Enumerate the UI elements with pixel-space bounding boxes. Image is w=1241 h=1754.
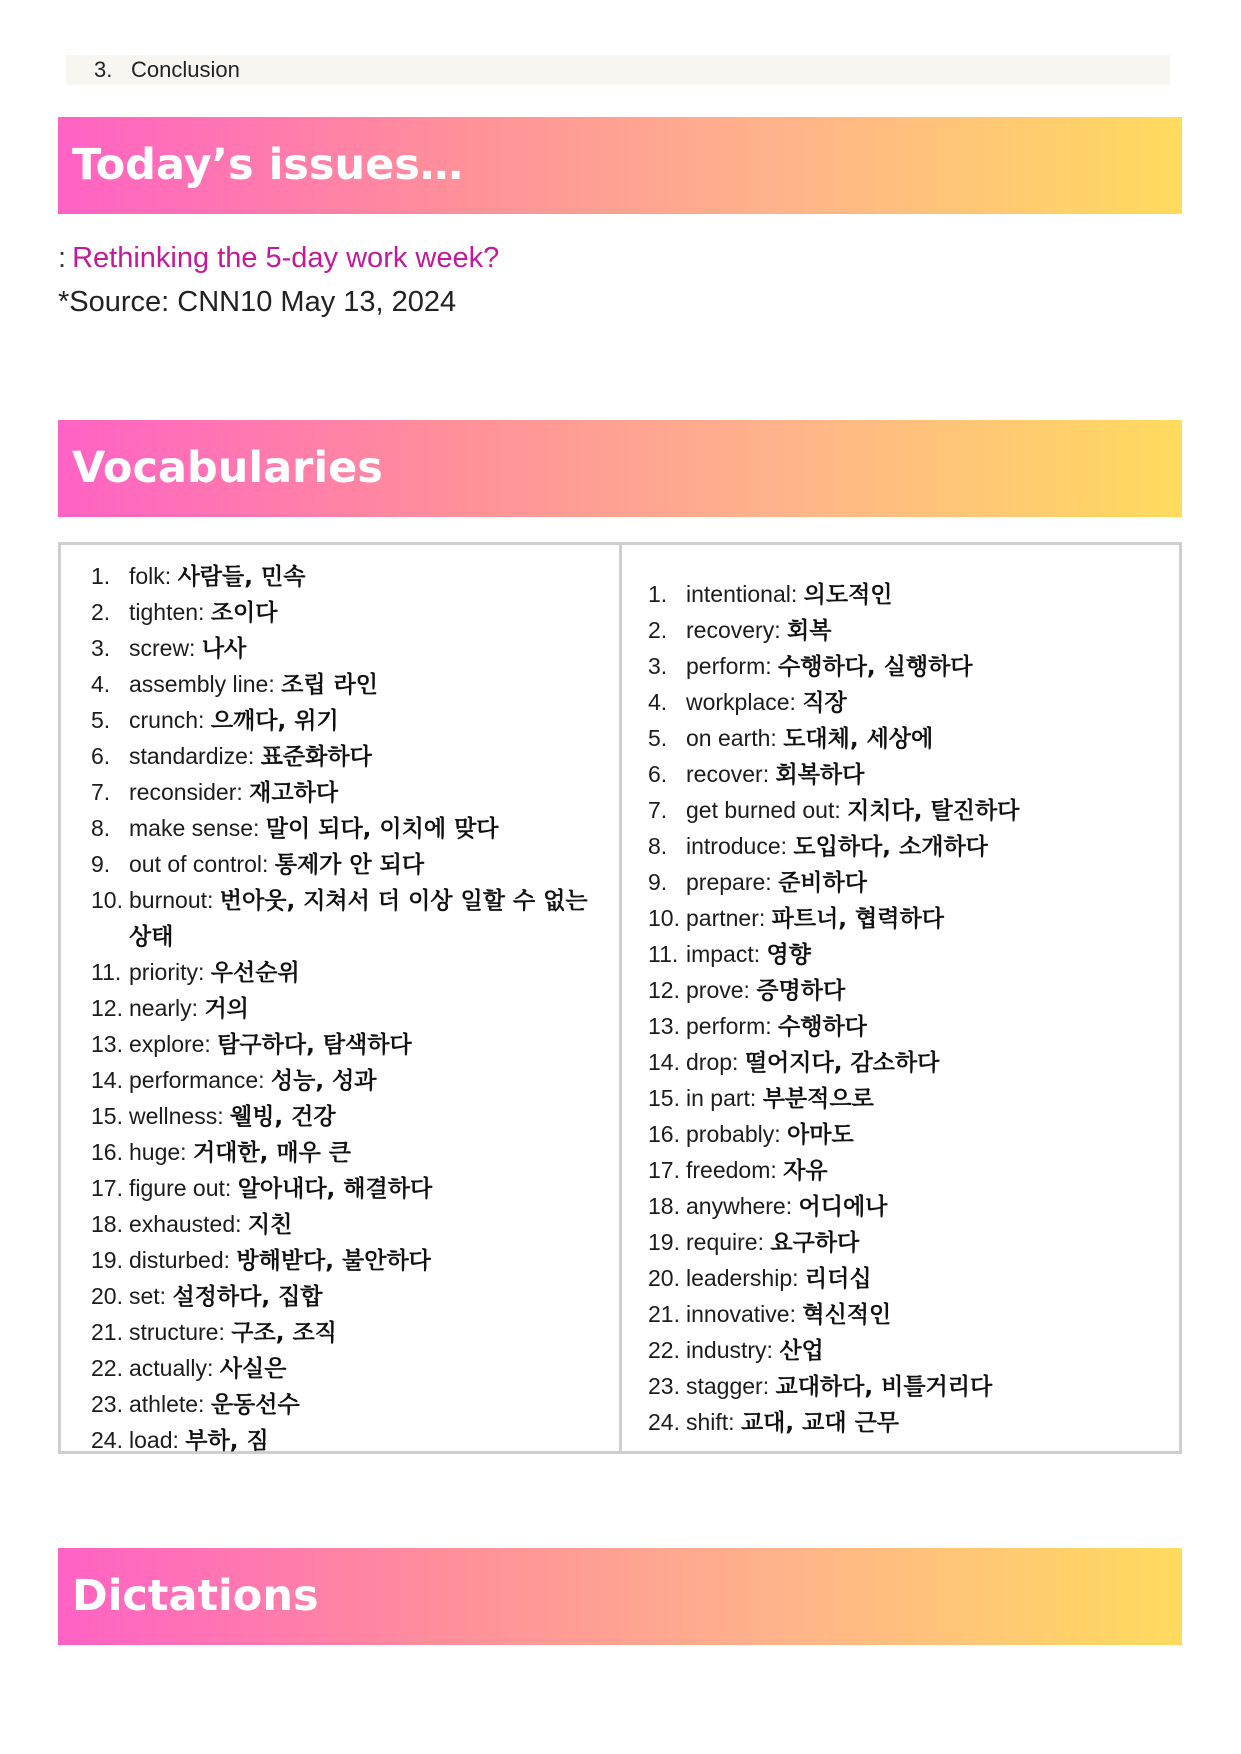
vocabulary-item: [91, 1279, 601, 1315]
vocabulary-word: reconsider:: [129, 779, 243, 805]
vocabulary-item: [648, 721, 1158, 757]
vocabulary-number: 24.: [91, 1427, 123, 1453]
section-heading-dictations: Dictations: [58, 1548, 1182, 1645]
vocabulary-item: [91, 1027, 601, 1063]
vocabulary-word: intentional:: [686, 581, 798, 607]
vocabulary-number: 20.: [648, 1265, 680, 1291]
vocabulary-table: [58, 542, 1182, 1454]
vocabulary-word: nearly:: [129, 995, 199, 1021]
section-heading-vocabularies: Vocabularies: [58, 420, 1182, 517]
vocabulary-meaning: 운동선수: [210, 1392, 300, 1418]
vocabulary-number: 19.: [91, 1247, 123, 1273]
vocabulary-number: 23.: [91, 1391, 123, 1417]
vocabulary-meaning: 방해받다, 불안하다: [236, 1248, 431, 1274]
vocabulary-meaning: 조립 라인: [281, 672, 379, 698]
vocabulary-number: 7.: [91, 779, 111, 805]
vocabulary-word: tighten:: [129, 599, 205, 625]
vocabulary-word: explore:: [129, 1031, 211, 1057]
vocabulary-meaning: 말이 되다, 이치에 맞다: [265, 816, 499, 842]
vocabulary-item: [648, 1189, 1158, 1225]
vocabulary-word: folk:: [129, 563, 172, 589]
vocabulary-meaning: 떨어지다, 감소하다: [744, 1050, 940, 1076]
vocabulary-item: [648, 1117, 1158, 1153]
vocabulary-item: [91, 811, 601, 847]
section-heading-todays-issues: Today’s issues…: [58, 117, 1182, 214]
vocabulary-meaning: 도대체, 세상에: [783, 726, 934, 752]
vocabulary-meaning: 준비하다: [778, 870, 867, 896]
vocabulary-meaning: 조이다: [210, 600, 278, 626]
vocabulary-item: [91, 1063, 601, 1099]
vocabulary-meaning: 회복하다: [775, 762, 865, 788]
vocabulary-word: exhausted:: [129, 1211, 242, 1237]
vocabulary-meaning: 혁신적인: [802, 1302, 892, 1328]
vocabulary-item: [91, 703, 601, 739]
vocabulary-meaning: 어디에나: [798, 1194, 888, 1220]
vocabulary-number: 13.: [648, 1013, 680, 1039]
vocabulary-word: crunch:: [129, 707, 205, 733]
vocabulary-meaning: 도입하다, 소개하다: [793, 834, 988, 860]
vocabulary-item: [91, 847, 601, 883]
vocabulary-number: 21.: [648, 1301, 680, 1327]
vocabulary-number: 5.: [648, 725, 668, 751]
vocabulary-number: 16.: [91, 1139, 123, 1165]
vocabulary-number: 15.: [648, 1085, 680, 1111]
toc-item-number: 3.: [94, 57, 113, 82]
vocabulary-list-left: [91, 559, 601, 1459]
vocabulary-item: [91, 1171, 601, 1207]
vocabulary-number: 2.: [648, 617, 668, 643]
vocabulary-item: [648, 1297, 1158, 1333]
vocabulary-number: 12.: [91, 995, 123, 1021]
vocabulary-word: load:: [129, 1427, 179, 1453]
vocabulary-word: introduce:: [686, 833, 788, 859]
vocabulary-item: [648, 1045, 1158, 1081]
vocabulary-word: recovery:: [686, 617, 781, 643]
vocabulary-number: 14.: [91, 1067, 123, 1093]
vocabulary-item: [91, 739, 601, 775]
vocabulary-number: 10.: [91, 887, 123, 913]
vocabulary-number: 8.: [648, 833, 668, 859]
vocabulary-item: [91, 595, 601, 631]
vocabulary-number: 6.: [91, 743, 111, 769]
vocabulary-number: 12.: [648, 977, 680, 1003]
vocabulary-item: [91, 1387, 601, 1423]
vocabulary-number: 3.: [91, 635, 111, 661]
vocabulary-word: out of control:: [129, 851, 269, 877]
vocabulary-meaning: 번아웃, 지쳐서 더 이상 일할 수 없는 상태: [129, 888, 588, 950]
vocabulary-word: in part:: [686, 1085, 757, 1111]
vocabulary-item: [648, 1153, 1158, 1189]
vocabulary-word: make sense:: [129, 815, 260, 841]
vocabulary-number: 11.: [91, 959, 122, 985]
vocabulary-number: 23.: [648, 1373, 680, 1399]
vocabulary-item: [648, 1261, 1158, 1297]
vocabulary-meaning: 교대, 교대 근무: [740, 1410, 900, 1436]
vocabulary-meaning: 수행하다, 실행하다: [778, 654, 973, 680]
vocabulary-number: 19.: [648, 1229, 680, 1255]
vocabulary-number: 18.: [91, 1211, 123, 1237]
vocabulary-word: anywhere:: [686, 1193, 793, 1219]
vocabulary-number: 22.: [91, 1355, 123, 1381]
vocabulary-item: [91, 1099, 601, 1135]
vocabulary-item: [648, 577, 1158, 613]
vocabulary-number: 14.: [648, 1049, 680, 1075]
vocabulary-number: 20.: [91, 1283, 123, 1309]
vocabulary-item: [648, 685, 1158, 721]
vocabulary-word: standardize:: [129, 743, 255, 769]
vocabulary-word: stagger:: [686, 1373, 770, 1399]
vocabulary-number: 22.: [648, 1337, 680, 1363]
vocabulary-number: 24.: [648, 1409, 680, 1435]
vocabulary-meaning: 리더십: [804, 1266, 872, 1292]
vocabulary-word: wellness:: [129, 1103, 224, 1129]
vocabulary-item: [91, 631, 601, 667]
vocabulary-word: perform:: [686, 1013, 772, 1039]
vocabulary-item: [648, 1405, 1158, 1441]
issue-topic-line: [58, 240, 499, 276]
vocabulary-word: get burned out:: [686, 797, 841, 823]
toc-item-conclusion: [66, 55, 1170, 85]
vocabulary-item: [91, 667, 601, 703]
vocabulary-item: [91, 775, 601, 811]
column-divider: [619, 545, 622, 1451]
vocabulary-number: 1.: [91, 563, 111, 589]
vocabulary-meaning: 의도적인: [803, 582, 893, 608]
vocabulary-word: require:: [686, 1229, 764, 1255]
vocabulary-item: [91, 991, 601, 1027]
vocabulary-meaning: 웰빙, 건강: [230, 1104, 336, 1130]
vocabulary-word: performance:: [129, 1067, 265, 1093]
vocabulary-word: assembly line:: [129, 671, 275, 697]
vocabulary-number: 2.: [91, 599, 111, 625]
vocabulary-item: [648, 1081, 1158, 1117]
vocabulary-word: burnout:: [129, 887, 214, 913]
vocabulary-item: [648, 937, 1158, 973]
vocabulary-item: [648, 973, 1158, 1009]
vocabulary-item: [648, 1333, 1158, 1369]
vocabulary-word: disturbed:: [129, 1247, 231, 1273]
vocabulary-meaning: 설정하다, 집합: [172, 1284, 323, 1310]
vocabulary-meaning: 거의: [204, 996, 249, 1022]
vocabulary-number: 4.: [648, 689, 668, 715]
toc-item-label: Conclusion: [131, 57, 240, 82]
vocabulary-number: 9.: [648, 869, 668, 895]
vocabulary-number: 16.: [648, 1121, 680, 1147]
vocabulary-meaning: 사실은: [219, 1356, 287, 1382]
vocabulary-word: prove:: [686, 977, 750, 1003]
vocabulary-item: [648, 757, 1158, 793]
vocabulary-word: shift:: [686, 1409, 735, 1435]
vocabulary-word: athlete:: [129, 1391, 205, 1417]
vocabulary-number: 6.: [648, 761, 668, 787]
vocabulary-meaning: 부하, 짐: [185, 1428, 269, 1454]
vocabulary-meaning: 교대하다, 비틀거리다: [775, 1374, 993, 1400]
vocabulary-meaning: 자유: [783, 1158, 828, 1184]
vocabulary-item: [91, 955, 601, 991]
vocabulary-meaning: 지친: [247, 1212, 293, 1238]
vocabulary-meaning: 재고하다: [249, 780, 339, 806]
vocabulary-word: recover:: [686, 761, 770, 787]
vocabulary-number: 11.: [648, 941, 679, 967]
vocabulary-item: [91, 1315, 601, 1351]
vocabulary-meaning: 알아내다, 해결하다: [237, 1176, 433, 1202]
vocabulary-item: [648, 1369, 1158, 1405]
vocabulary-list-right: [648, 577, 1158, 1441]
vocabulary-item: [91, 1243, 601, 1279]
vocabulary-item: [91, 1207, 601, 1243]
vocabulary-number: 10.: [648, 905, 680, 931]
vocabulary-item: [648, 649, 1158, 685]
vocabulary-number: 4.: [91, 671, 111, 697]
vocabulary-meaning: 통제가 안 되다: [274, 852, 425, 878]
vocabulary-word: huge:: [129, 1139, 187, 1165]
vocabulary-meaning: 회복: [786, 618, 832, 644]
vocabulary-meaning: 증명하다: [756, 978, 846, 1004]
vocabulary-word: figure out:: [129, 1175, 232, 1201]
issue-topic: Rethinking the 5-day work week?: [72, 242, 500, 274]
vocabulary-word: innovative:: [686, 1301, 796, 1327]
vocabulary-meaning: 영향: [766, 942, 811, 968]
vocabulary-number: 5.: [91, 707, 111, 733]
issue-source: *Source: CNN10 May 13, 2024: [58, 286, 457, 318]
vocabulary-meaning: 표준화하다: [260, 744, 372, 770]
vocabulary-item: [648, 901, 1158, 937]
topic-prefix: :: [58, 242, 67, 274]
vocabulary-meaning: 나사: [201, 636, 247, 662]
vocabulary-word: freedom:: [686, 1157, 777, 1183]
vocabulary-item: [648, 829, 1158, 865]
vocabulary-meaning: 파트너, 협력하다: [771, 906, 944, 932]
vocabulary-meaning: 구조, 조직: [231, 1320, 337, 1346]
vocabulary-meaning: 성능, 성과: [270, 1068, 377, 1094]
vocabulary-item: [648, 1225, 1158, 1261]
vocabulary-meaning: 거대한, 매우 큰: [192, 1140, 352, 1166]
vocabulary-meaning: 으깨다, 위기: [210, 708, 339, 734]
vocabulary-meaning: 요구하다: [770, 1230, 860, 1256]
vocabulary-word: set:: [129, 1283, 167, 1309]
vocabulary-word: impact:: [686, 941, 761, 967]
vocabulary-number: 7.: [648, 797, 668, 823]
vocabulary-item: [648, 1009, 1158, 1045]
vocabulary-word: workplace:: [686, 689, 796, 715]
vocabulary-meaning: 우선순위: [210, 960, 300, 986]
vocabulary-meaning: 지치다, 탈진하다: [847, 798, 1020, 824]
vocabulary-meaning: 탐구하다, 탐색하다: [217, 1032, 412, 1058]
vocabulary-number: 8.: [91, 815, 111, 841]
vocabulary-number: 3.: [648, 653, 668, 679]
vocabulary-item: [648, 865, 1158, 901]
vocabulary-number: 9.: [91, 851, 111, 877]
vocabulary-word: probably:: [686, 1121, 781, 1147]
vocabulary-item: [648, 613, 1158, 649]
vocabulary-meaning: 직장: [802, 690, 847, 716]
vocabulary-meaning: 아마도: [787, 1122, 854, 1148]
vocabulary-word: perform:: [686, 653, 772, 679]
vocabulary-word: screw:: [129, 635, 196, 661]
vocabulary-word: actually:: [129, 1355, 214, 1381]
vocabulary-number: 13.: [91, 1031, 123, 1057]
vocabulary-word: priority:: [129, 959, 205, 985]
vocabulary-word: structure:: [129, 1319, 225, 1345]
vocabulary-word: leadership:: [686, 1265, 799, 1291]
vocabulary-item: [91, 1423, 601, 1459]
vocabulary-meaning: 산업: [779, 1338, 824, 1364]
vocabulary-number: 17.: [648, 1157, 680, 1183]
vocabulary-word: partner:: [686, 905, 766, 931]
vocabulary-meaning: 부분적으로: [762, 1086, 874, 1112]
vocabulary-number: 21.: [91, 1319, 123, 1345]
vocabulary-item: [648, 793, 1158, 829]
vocabulary-item: [91, 559, 601, 595]
vocabulary-word: on earth:: [686, 725, 777, 751]
vocabulary-meaning: 사람들, 민속: [177, 564, 306, 590]
vocabulary-meaning: 수행하다: [778, 1014, 867, 1040]
vocabulary-number: 17.: [91, 1175, 123, 1201]
vocabulary-number: 18.: [648, 1193, 680, 1219]
vocabulary-word: prepare:: [686, 869, 772, 895]
vocabulary-word: industry:: [686, 1337, 773, 1363]
vocabulary-item: [91, 1351, 601, 1387]
vocabulary-item: [91, 1135, 601, 1171]
vocabulary-item: [91, 883, 601, 955]
vocabulary-number: 15.: [91, 1103, 123, 1129]
vocabulary-word: drop:: [686, 1049, 739, 1075]
vocabulary-number: 1.: [648, 581, 668, 607]
